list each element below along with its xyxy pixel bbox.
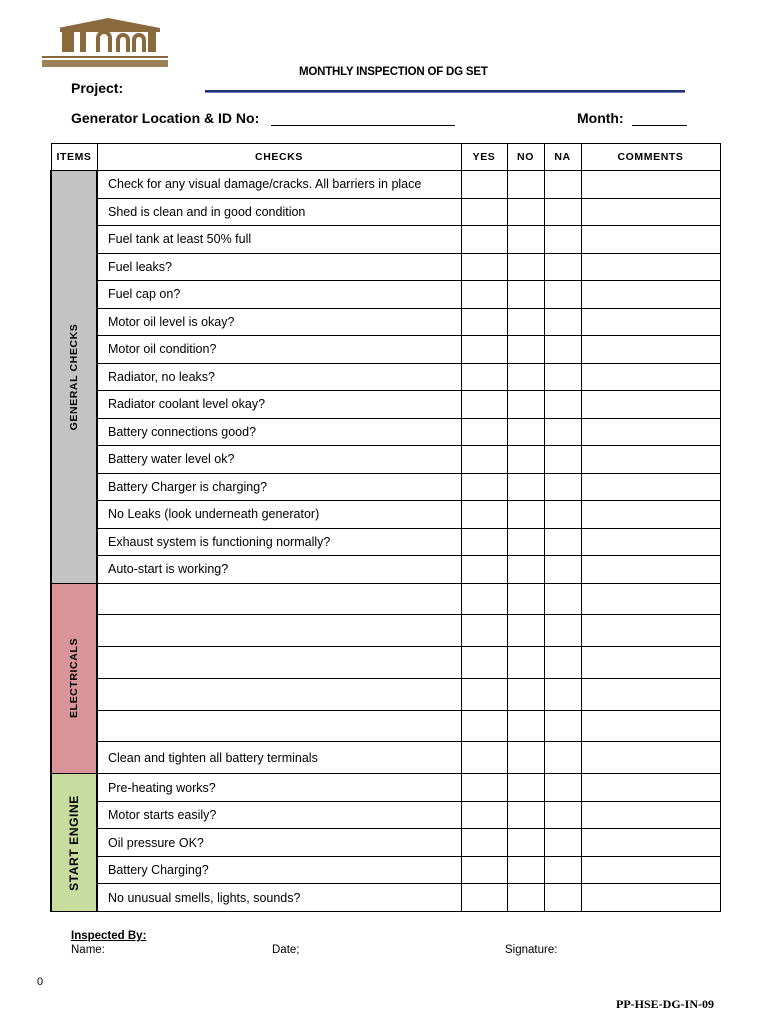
no-cell[interactable]	[507, 281, 544, 309]
check-item: Clean and tighten all battery terminals	[97, 742, 461, 774]
no-cell[interactable]	[507, 336, 544, 364]
yes-cell[interactable]	[461, 615, 507, 647]
no-cell[interactable]	[507, 742, 544, 774]
section-cell	[51, 171, 97, 584]
na-cell[interactable]	[544, 678, 581, 710]
table-row	[51, 647, 720, 679]
na-cell[interactable]	[544, 801, 581, 829]
comments-cell[interactable]	[581, 583, 720, 615]
table-row	[51, 856, 720, 884]
yes-cell[interactable]	[461, 774, 507, 802]
no-cell[interactable]	[507, 198, 544, 226]
no-cell[interactable]	[507, 615, 544, 647]
table-row	[51, 556, 720, 584]
table-row	[51, 418, 720, 446]
section-label: START ENGINE	[67, 794, 81, 891]
no-cell[interactable]	[507, 829, 544, 857]
col-checks-header: CHECKS	[97, 144, 461, 171]
check-item	[97, 615, 461, 647]
table-row	[51, 198, 720, 226]
date-label: Date;	[272, 944, 300, 956]
no-cell[interactable]	[507, 391, 544, 419]
na-cell[interactable]	[544, 742, 581, 774]
project-label: Project:	[71, 80, 124, 96]
check-item: Fuel leaks?	[97, 253, 461, 281]
na-cell[interactable]	[544, 418, 581, 446]
na-cell[interactable]	[544, 710, 581, 742]
yes-cell[interactable]	[461, 710, 507, 742]
table-row	[51, 829, 720, 857]
comments-cell[interactable]	[581, 556, 720, 584]
yes-cell[interactable]	[461, 363, 507, 391]
table-row	[51, 884, 720, 912]
check-item: Radiator, no leaks?	[97, 363, 461, 391]
table-row	[51, 226, 720, 254]
yes-cell[interactable]	[461, 647, 507, 679]
table-row	[51, 281, 720, 309]
table-row	[51, 363, 720, 391]
comments-cell[interactable]	[581, 856, 720, 884]
yes-cell[interactable]	[461, 446, 507, 474]
na-cell[interactable]	[544, 281, 581, 309]
na-cell[interactable]	[544, 198, 581, 226]
yes-cell[interactable]	[461, 678, 507, 710]
comments-cell[interactable]	[581, 253, 720, 281]
check-item	[97, 710, 461, 742]
no-cell[interactable]	[507, 501, 544, 529]
na-cell[interactable]	[544, 856, 581, 884]
no-cell[interactable]	[507, 171, 544, 199]
name-label: Name:	[71, 944, 105, 956]
check-item	[97, 583, 461, 615]
check-item: Radiator coolant level okay?	[97, 391, 461, 419]
no-cell[interactable]	[507, 556, 544, 584]
yes-cell[interactable]	[461, 198, 507, 226]
yes-cell[interactable]	[461, 418, 507, 446]
no-cell[interactable]	[507, 583, 544, 615]
table-row	[51, 710, 720, 742]
no-cell[interactable]	[507, 226, 544, 254]
na-cell[interactable]	[544, 391, 581, 419]
col-na-header: NA	[544, 144, 581, 171]
na-cell[interactable]	[544, 528, 581, 556]
yes-cell[interactable]	[461, 528, 507, 556]
yes-cell[interactable]	[461, 742, 507, 774]
document-code: PP-HSE-DG-IN-09	[616, 997, 714, 1011]
no-cell[interactable]	[507, 418, 544, 446]
comments-cell[interactable]	[581, 363, 720, 391]
no-cell[interactable]	[507, 856, 544, 884]
table-row	[51, 171, 720, 199]
yes-cell[interactable]	[461, 583, 507, 615]
comments-cell[interactable]	[581, 829, 720, 857]
check-item: Fuel tank at least 50% full	[97, 226, 461, 254]
no-cell[interactable]	[507, 253, 544, 281]
no-cell[interactable]	[507, 884, 544, 912]
check-item: Battery connections good?	[97, 418, 461, 446]
no-cell[interactable]	[507, 308, 544, 336]
comments-cell[interactable]	[581, 171, 720, 199]
na-cell[interactable]	[544, 253, 581, 281]
comments-cell[interactable]	[581, 391, 720, 419]
yes-cell[interactable]	[461, 253, 507, 281]
table-row	[51, 501, 720, 529]
table-header-row	[51, 144, 720, 171]
month-field[interactable]	[632, 125, 687, 126]
comments-cell[interactable]	[581, 281, 720, 309]
no-cell[interactable]	[507, 710, 544, 742]
comments-cell[interactable]	[581, 774, 720, 802]
no-cell[interactable]	[507, 647, 544, 679]
inspected-by-heading: Inspected By:	[71, 930, 147, 942]
table-row	[51, 801, 720, 829]
comments-cell[interactable]	[581, 336, 720, 364]
table-row	[51, 391, 720, 419]
comments-cell[interactable]	[581, 678, 720, 710]
check-item	[97, 678, 461, 710]
table-row	[51, 583, 720, 615]
na-cell[interactable]	[544, 446, 581, 474]
no-cell[interactable]	[507, 678, 544, 710]
comments-cell[interactable]	[581, 501, 720, 529]
generator-location-label: Generator Location & ID No:	[71, 110, 260, 126]
check-item: Battery Charger is charging?	[97, 473, 461, 501]
yes-cell[interactable]	[461, 856, 507, 884]
na-cell[interactable]	[544, 473, 581, 501]
check-item: Battery Charging?	[97, 856, 461, 884]
check-item: Motor starts easily?	[97, 801, 461, 829]
table-row	[51, 336, 720, 364]
section-cell	[51, 774, 97, 912]
section-label: GENERAL CHECKS	[68, 323, 80, 431]
signature-label: Signature:	[505, 944, 558, 956]
check-item: Fuel cap on?	[97, 281, 461, 309]
check-item: Exhaust system is functioning normally?	[97, 528, 461, 556]
company-logo	[38, 16, 172, 72]
section-cell	[51, 583, 97, 774]
na-cell[interactable]	[544, 363, 581, 391]
na-cell[interactable]	[544, 615, 581, 647]
comments-cell[interactable]	[581, 647, 720, 679]
comments-cell[interactable]	[581, 801, 720, 829]
no-cell[interactable]	[507, 473, 544, 501]
check-item: Pre-heating works?	[97, 774, 461, 802]
yes-cell[interactable]	[461, 281, 507, 309]
comments-cell[interactable]	[581, 710, 720, 742]
yes-cell[interactable]	[461, 171, 507, 199]
yes-cell[interactable]	[461, 473, 507, 501]
check-item: Oil pressure OK?	[97, 829, 461, 857]
table-row	[51, 253, 720, 281]
no-cell[interactable]	[507, 528, 544, 556]
na-cell[interactable]	[544, 884, 581, 912]
yes-cell[interactable]	[461, 391, 507, 419]
table-row	[51, 528, 720, 556]
logo-building-icon	[38, 16, 172, 72]
check-item: Motor oil level is okay?	[97, 308, 461, 336]
na-cell[interactable]	[544, 583, 581, 615]
comments-cell[interactable]	[581, 615, 720, 647]
col-items-header: ITEMS	[51, 144, 97, 171]
yes-cell[interactable]	[461, 829, 507, 857]
page-number: 0	[37, 976, 44, 988]
col-comments-header: COMMENTS	[581, 144, 720, 171]
document-title: MONTHLY INSPECTION OF DG SET	[299, 66, 488, 78]
comments-cell[interactable]	[581, 418, 720, 446]
no-cell[interactable]	[507, 774, 544, 802]
check-item: Motor oil condition?	[97, 336, 461, 364]
yes-cell[interactable]	[461, 501, 507, 529]
no-cell[interactable]	[507, 446, 544, 474]
na-cell[interactable]	[544, 829, 581, 857]
check-item: Check for any visual damage/cracks. All barriers in place	[97, 171, 461, 199]
title-rule-shadow	[205, 92, 685, 93]
na-cell[interactable]	[544, 226, 581, 254]
table-row	[51, 446, 720, 474]
na-cell[interactable]	[544, 171, 581, 199]
na-cell[interactable]	[544, 647, 581, 679]
check-item: No unusual smells, lights, sounds?	[97, 884, 461, 912]
yes-cell[interactable]	[461, 336, 507, 364]
comments-cell[interactable]	[581, 884, 720, 912]
check-item: Shed is clean and in good condition	[97, 198, 461, 226]
check-item: Auto-start is working?	[97, 556, 461, 584]
table-row	[51, 742, 720, 774]
comments-cell[interactable]	[581, 226, 720, 254]
table-row	[51, 308, 720, 336]
col-yes-header: YES	[461, 144, 507, 171]
na-cell[interactable]	[544, 501, 581, 529]
month-label: Month:	[577, 110, 624, 126]
comments-cell[interactable]	[581, 308, 720, 336]
check-item: No Leaks (look underneath generator)	[97, 501, 461, 529]
na-cell[interactable]	[544, 556, 581, 584]
no-cell[interactable]	[507, 363, 544, 391]
yes-cell[interactable]	[461, 226, 507, 254]
comments-cell[interactable]	[581, 528, 720, 556]
na-cell[interactable]	[544, 336, 581, 364]
comments-cell[interactable]	[581, 473, 720, 501]
table-row	[51, 615, 720, 647]
na-cell[interactable]	[544, 308, 581, 336]
col-no-header: NO	[507, 144, 544, 171]
yes-cell[interactable]	[461, 884, 507, 912]
comments-cell[interactable]	[581, 742, 720, 774]
table-row	[51, 774, 720, 802]
yes-cell[interactable]	[461, 801, 507, 829]
yes-cell[interactable]	[461, 308, 507, 336]
table-row	[51, 678, 720, 710]
check-item	[97, 647, 461, 679]
no-cell[interactable]	[507, 801, 544, 829]
inspection-table	[50, 143, 721, 912]
yes-cell[interactable]	[461, 556, 507, 584]
section-label: ELECTRICALS	[68, 638, 80, 719]
check-item: Battery water level ok?	[97, 446, 461, 474]
na-cell[interactable]	[544, 774, 581, 802]
comments-cell[interactable]	[581, 198, 720, 226]
generator-location-field[interactable]	[271, 125, 455, 126]
table-row	[51, 473, 720, 501]
comments-cell[interactable]	[581, 446, 720, 474]
